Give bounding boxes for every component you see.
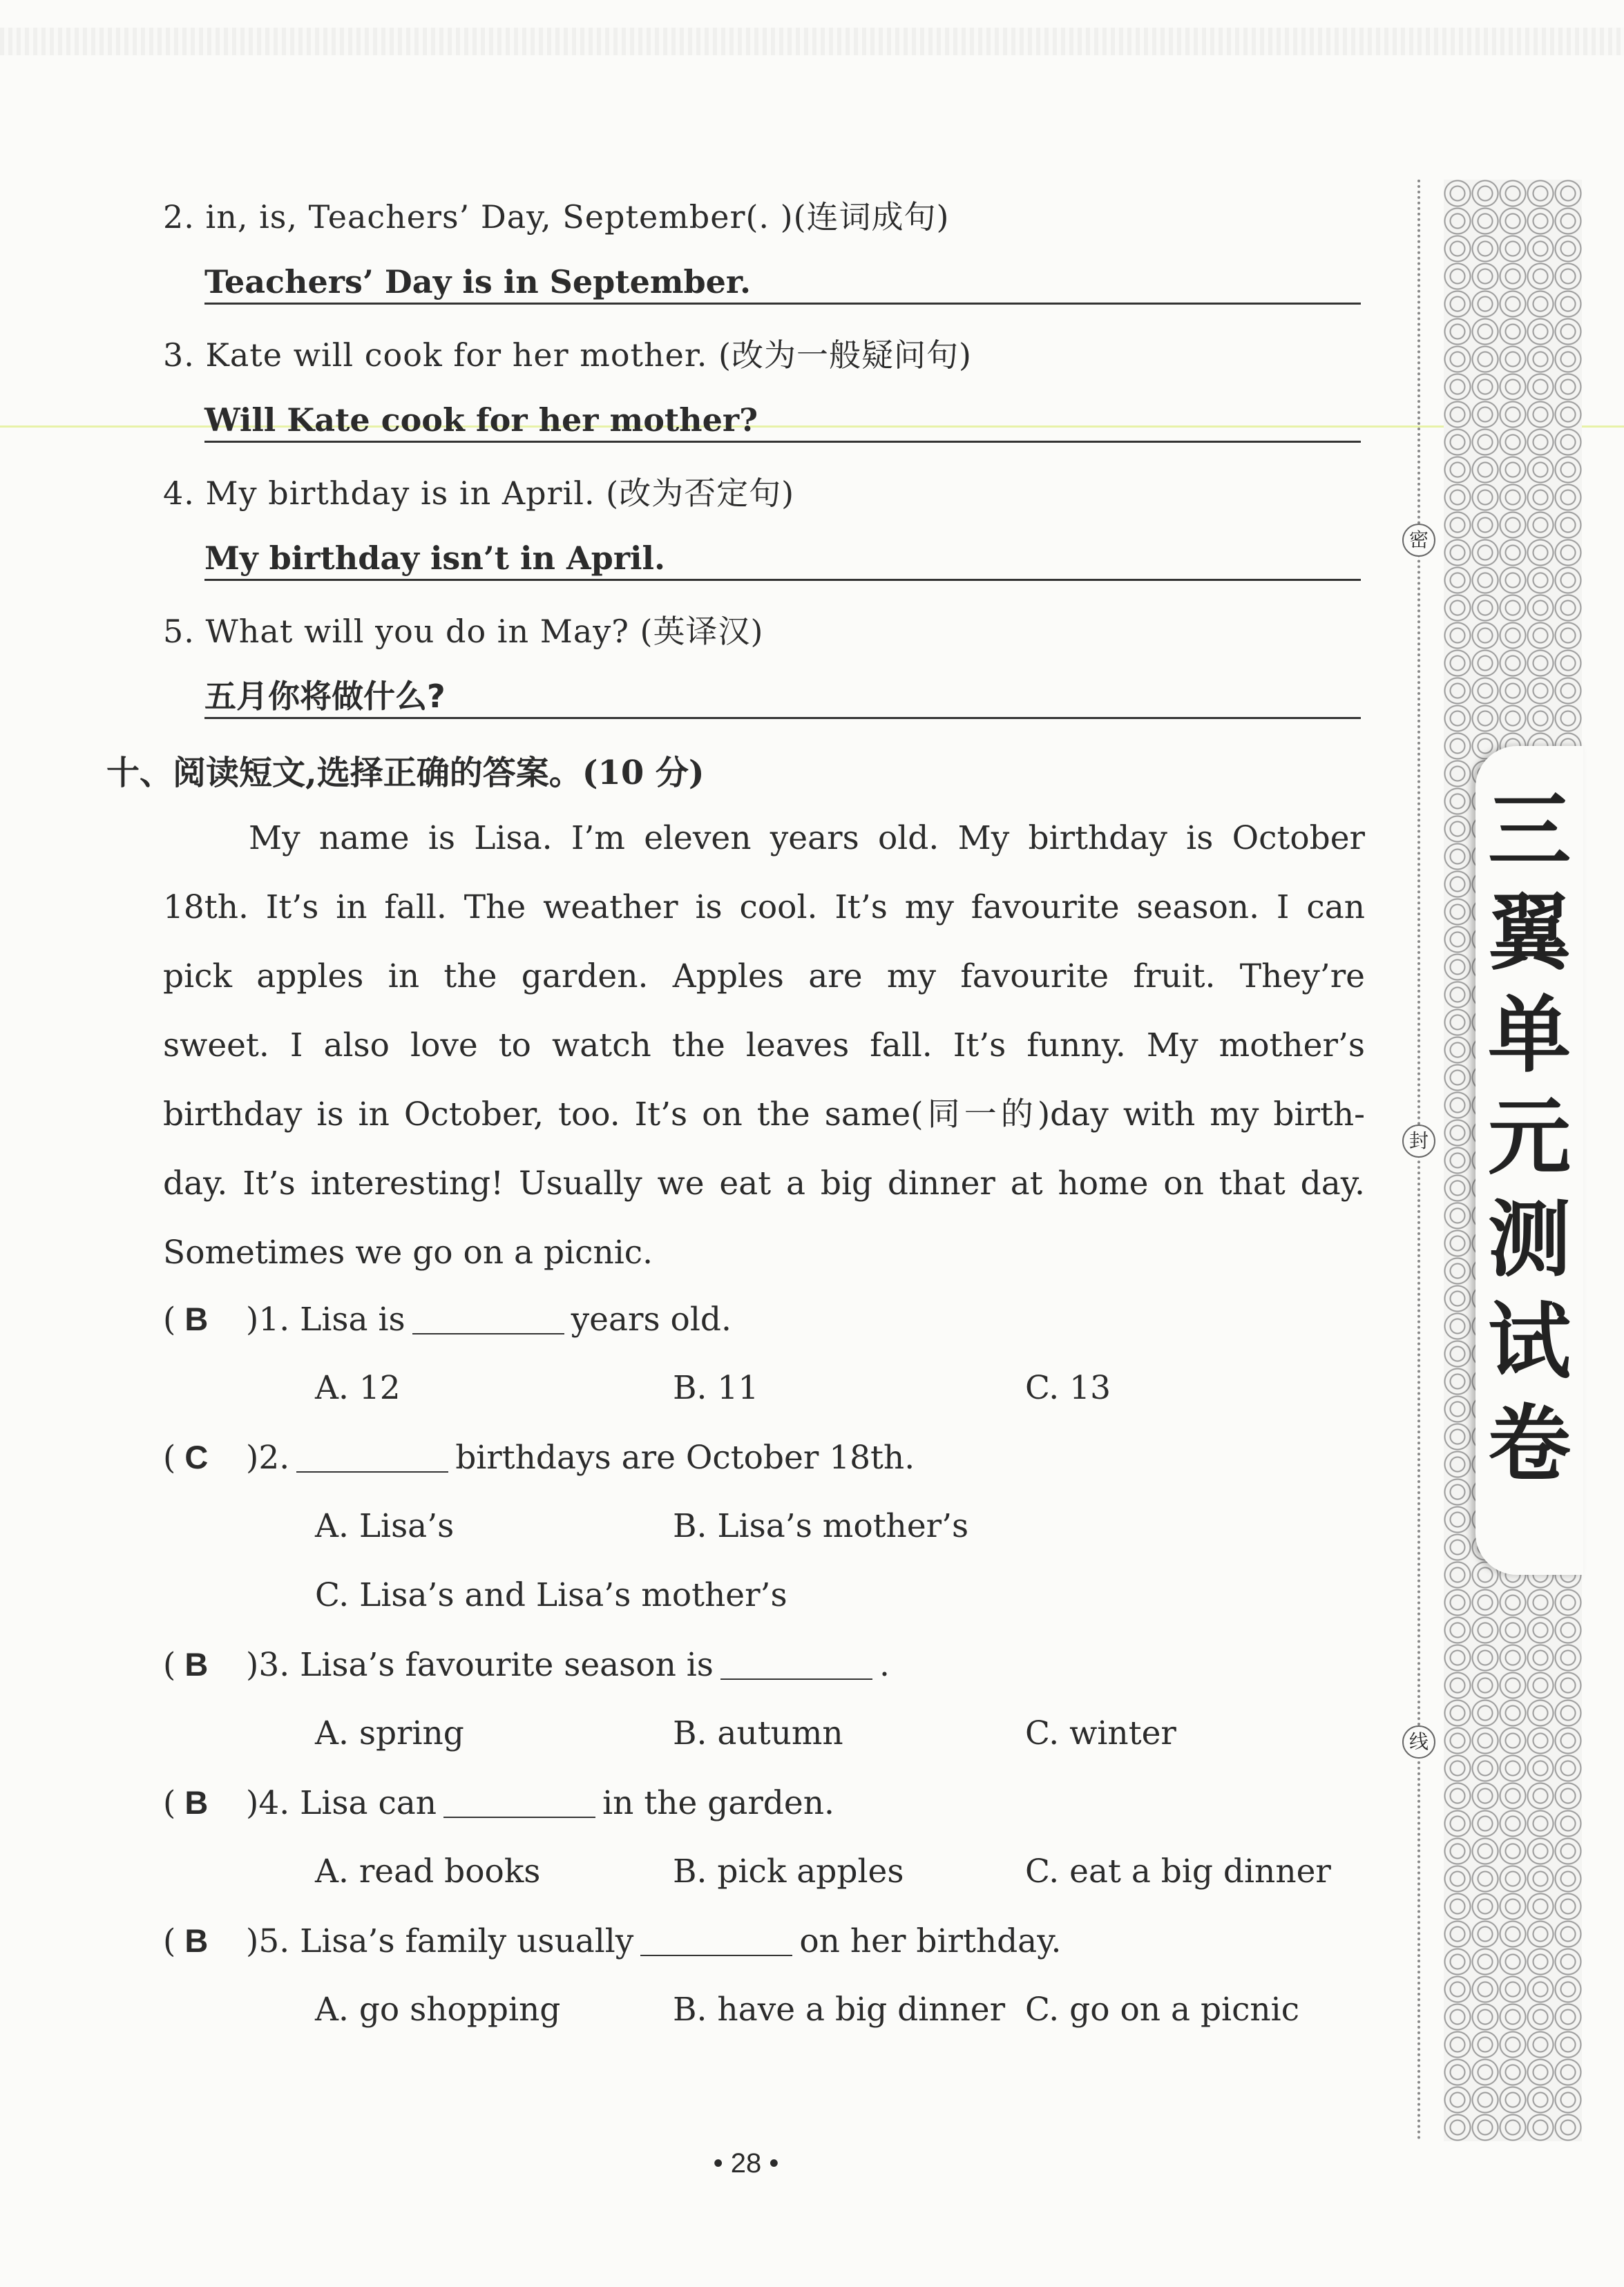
passage-line: 18th. It’s in fall. The weather is cool. It’s my favourite season. I can: [163, 888, 1365, 926]
answer-2: Teachers’ Day is in September.: [204, 261, 1361, 305]
side-title-char: 卷: [1488, 1397, 1571, 1493]
question-text: Lisa’s family usually: [300, 1922, 634, 1960]
question-5: 5. What will you do in May? (英译汉): [163, 613, 764, 650]
answer-3: Will Kate cook for her mother?: [204, 399, 1361, 443]
question-text: years old.: [571, 1301, 732, 1339]
question-text: on her birthday.: [799, 1922, 1062, 1960]
mcq-3: [163, 1645, 890, 1684]
answer-blank[interactable]: [412, 1305, 564, 1334]
question-text: .: [879, 1646, 890, 1684]
option-c: C. eat a big dinner: [1025, 1853, 1331, 1891]
side-title-char: 三: [1488, 783, 1571, 879]
answer-5: 五月你将做什么?: [204, 676, 1361, 719]
side-title-char: 试: [1488, 1294, 1571, 1390]
reading-passage: [163, 804, 1365, 1288]
passage-line: sweet. I also love to watch the leaves fall. It’s funny. My mother’s: [163, 1026, 1365, 1064]
option-b: B. have a big dinner: [673, 1991, 1006, 2029]
question-text: birthdays are October 18th.: [455, 1439, 915, 1477]
chosen-answer: B: [184, 1922, 209, 1959]
question-number: )2.: [246, 1439, 290, 1477]
option-c: C. go on a picnic: [1025, 1991, 1300, 2029]
option-a: A. spring: [315, 1714, 464, 1752]
binding-dotted-line: [1417, 180, 1420, 2141]
side-title-char: 元: [1488, 1090, 1571, 1186]
seal-mark-mi: 密: [1402, 524, 1435, 557]
side-title-char: 测: [1488, 1192, 1571, 1288]
seal-mark-feng: 封: [1402, 1125, 1435, 1158]
option-a: A. read books: [315, 1853, 541, 1891]
question-text: Lisa’s favourite season is: [300, 1646, 714, 1684]
question-3: 3. Kate will cook for her mother. (改为一般疑问句): [163, 336, 972, 374]
question-2: 2. in, is, Teachers’ Day, September(. )(连词成句): [163, 198, 950, 236]
answer-bracket: ( B: [163, 1300, 246, 1339]
passage-line: pick apples in the garden. Apples are my favourite fruit. They’re: [163, 957, 1365, 995]
page-number: • 28 •: [713, 2148, 779, 2179]
question-number: )5.: [246, 1922, 290, 1960]
passage-line: My name is Lisa. I’m eleven years old. My birthday is October: [249, 819, 1365, 857]
passage-line: Sometimes we go on a picnic.: [163, 1234, 653, 1272]
answer-blank[interactable]: [720, 1651, 872, 1680]
answer-bracket: ( B: [163, 1922, 246, 1960]
question-text: Lisa is: [300, 1301, 405, 1339]
mcq-1: [163, 1300, 732, 1339]
option-b: B. autumn: [673, 1714, 843, 1752]
question-4: 4. My birthday is in April. (改为否定句): [163, 475, 795, 512]
option-a: A. Lisa’s: [315, 1507, 455, 1545]
option-b: B. pick apples: [673, 1853, 904, 1891]
chosen-answer: C: [184, 1439, 209, 1475]
answer-bracket: ( B: [163, 1783, 246, 1822]
side-title-char: 单: [1488, 988, 1571, 1084]
seal-mark-xian: 线: [1402, 1725, 1435, 1759]
mcq-2: [163, 1438, 915, 1477]
option-b: B. Lisa’s mother’s: [673, 1507, 969, 1545]
answer-blank[interactable]: [296, 1444, 448, 1473]
answer-4: My birthday isn’t in April.: [204, 537, 1361, 581]
passage-line: day. It’s interesting! Usually we eat a big dinner at home on that day.: [163, 1165, 1365, 1203]
question-number: )4.: [246, 1784, 290, 1822]
answer-blank[interactable]: [443, 1789, 595, 1818]
passage-line: birthday is in October, too. It’s on the same(同一的)day with my birth-: [163, 1095, 1365, 1133]
side-title-char: 翼: [1488, 886, 1571, 982]
answer-bracket: ( C: [163, 1438, 246, 1477]
chosen-answer: B: [184, 1301, 209, 1337]
option-c: C. winter: [1025, 1714, 1176, 1752]
chosen-answer: B: [184, 1784, 209, 1821]
option-a: A. 12: [315, 1369, 401, 1407]
side-title: [1475, 781, 1583, 1496]
question-text: in the garden.: [602, 1784, 834, 1822]
option-c: C. 13: [1025, 1369, 1111, 1407]
chosen-answer: B: [184, 1646, 209, 1683]
question-text: Lisa can: [300, 1784, 437, 1822]
answer-blank[interactable]: [640, 1927, 792, 1956]
section-title: 十、阅读短文,选择正确的答案。(10 分): [106, 754, 705, 792]
answer-bracket: ( B: [163, 1645, 246, 1684]
option-b: B. 11: [673, 1369, 759, 1407]
top-scan-strip: [0, 28, 1624, 55]
question-number: )1.: [246, 1301, 290, 1339]
question-number: )3.: [246, 1646, 290, 1684]
option-a: A. go shopping: [315, 1991, 561, 2029]
option-c: C. Lisa’s and Lisa’s mother’s: [315, 1576, 787, 1614]
mcq-5: [163, 1922, 1061, 1960]
mcq-4: [163, 1783, 834, 1822]
